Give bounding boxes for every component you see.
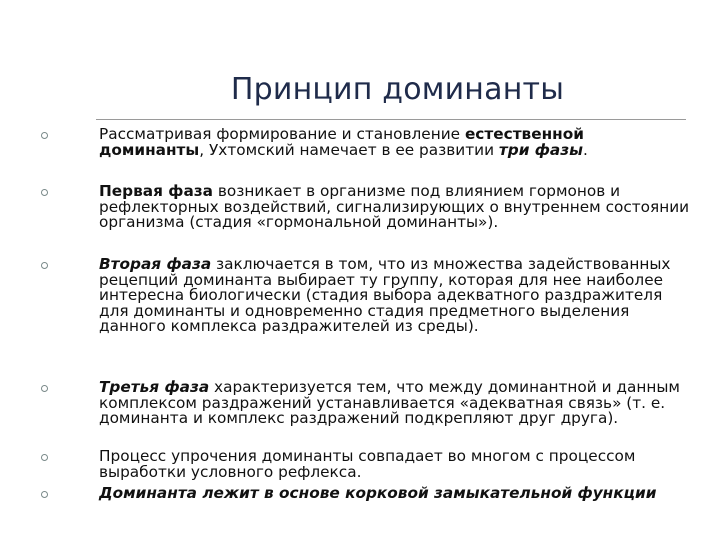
- body-text: .: [582, 140, 588, 159]
- hollow-circle-bullet-icon: [41, 262, 48, 269]
- body-text: возникает в организме под влиянием гормонов и рефлекторных воздействий, сигнализирующих о внутреннем состоянии организма (стадия «гормональной доминанты»).: [99, 182, 690, 231]
- emphasis-text: Доминанта лежит в основе корковой замыкательной функции: [99, 484, 657, 502]
- bullet-text: [99, 184, 691, 231]
- bullet-text: [99, 449, 691, 480]
- body-text: характеризуется тем, что между доминантной и данным комплексом раздражений устанавливается «адекватная связь» (т. е. доминанта и комплекс раздражений подкрепляют друг друга).: [99, 378, 680, 427]
- emphasis-text: три фазы: [498, 140, 583, 159]
- body-text: Рассматривая формирование и становление: [99, 125, 465, 143]
- hollow-circle-bullet-icon: [41, 385, 48, 392]
- hollow-circle-bullet-icon: [41, 454, 48, 461]
- bullet-text: [99, 486, 691, 502]
- emphasis-text: Третья фаза: [99, 378, 210, 396]
- body-text: , Ухтомский намечает в ее развитии: [199, 140, 499, 159]
- bullet-text: [99, 380, 691, 427]
- hollow-circle-bullet-icon: [41, 189, 48, 196]
- bullet-text: [99, 127, 691, 158]
- body-text: Процесс упрочения доминанты совпадает во многом с процессом выработки условного рефлекса.: [99, 447, 636, 481]
- slide-title: Принцип доминанты: [230, 72, 565, 107]
- emphasis-text: Вторая фаза: [99, 255, 212, 273]
- bullet-text: [99, 257, 691, 335]
- emphasis-text: естественной доминанты: [99, 125, 584, 159]
- body-text: заключается в том, что из множества задействованных рецепций доминанта выбирает ту группу, которая для нее наиболее интересна биологически (стадия выбора адекватного раздражителя для доминанты и одновременно стадия предметного выделения данного комплекса раздражителей из среды).: [99, 255, 671, 335]
- hollow-circle-bullet-icon: [41, 132, 48, 139]
- emphasis-text: Первая фаза: [99, 182, 213, 200]
- hollow-circle-bullet-icon: [41, 491, 48, 498]
